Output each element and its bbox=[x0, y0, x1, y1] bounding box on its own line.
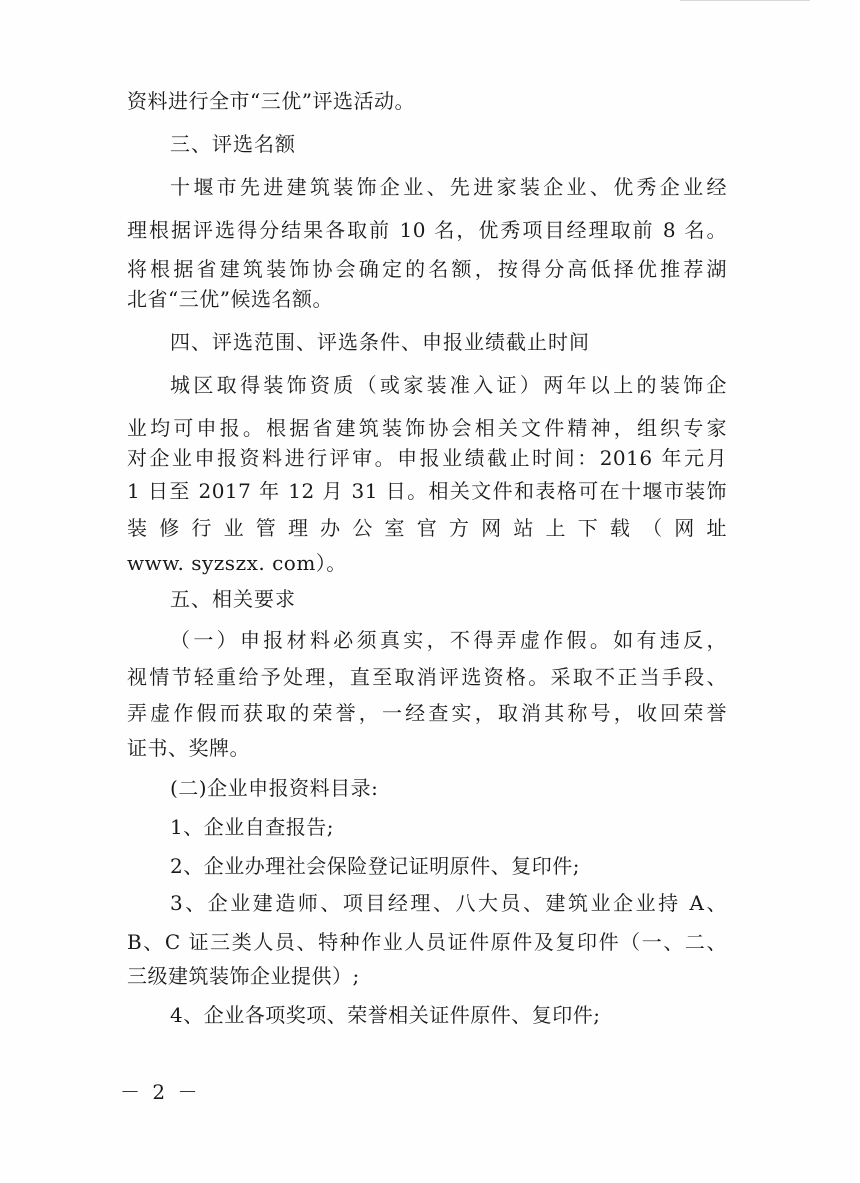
paragraph-line: 将根据省建筑装饰协会确定的名额，按得分高低择优推荐湖 bbox=[127, 257, 727, 281]
list-heading: (二)企业申报资料目录: bbox=[170, 776, 379, 800]
list-item: 1、企业自查报告; bbox=[170, 815, 334, 839]
paragraph-line: 1 日至 2017 年 12 月 31 日。相关文件和表格可在十堰市装饰 bbox=[127, 479, 727, 503]
page-number: － 2 － bbox=[120, 1080, 201, 1104]
paragraph-line: 十堰市先进建筑装饰企业、先进家装企业、优秀企业经 bbox=[170, 175, 727, 199]
paragraph-line: （一）申报材料必须真实，不得弄虚作假。如有违反， bbox=[170, 628, 727, 652]
paragraph-line: 理根据评选得分结果各取前 10 名，优秀项目经理取前 8 名。 bbox=[127, 218, 727, 242]
paragraph-line: 业均可申报。根据省建筑装饰协会相关文件精神，组织专家 bbox=[127, 416, 727, 440]
paragraph-line: 视情节轻重给予处理，直至取消评选资格。采取不正当手段、 bbox=[127, 665, 727, 689]
paragraph-line: 对企业申报资料进行评审。申报业绩截止时间：2016 年元月 bbox=[127, 446, 727, 470]
paragraph-line: 弄虚作假而获取的荣誉，一经查实，取消其称号，收回荣誉 bbox=[127, 701, 727, 725]
scan-edge-line bbox=[680, 0, 810, 1]
paragraph-line: 证书、奖牌。 bbox=[127, 736, 250, 760]
list-item: 4、企业各项奖项、荣誉相关证件原件、复印件; bbox=[170, 1003, 601, 1027]
paragraph-line: 资料进行全市“三优”评选活动。 bbox=[127, 89, 415, 113]
list-item: 2、企业办理社会保险登记证明原件、复印件; bbox=[170, 854, 580, 878]
paragraph-line: 城区取得装饰资质（或家装准入证）两年以上的装饰企 bbox=[170, 373, 727, 397]
section-heading-4: 四、评选范围、评选条件、申报业绩截止时间 bbox=[170, 330, 590, 354]
paragraph-line: 装 修 行 业 管 理 办 公 室 官 方 网 站 上 下 载 （ 网 址 bbox=[127, 516, 727, 540]
list-item-continuation: 三级建筑装饰企业提供）; bbox=[127, 964, 360, 988]
list-item-continuation: B、C 证三类人员、特种作业人员证件原件及复印件（一、二、 bbox=[127, 930, 727, 954]
paragraph-line: 北省“三优”候选名额。 bbox=[127, 287, 333, 311]
section-heading-5: 五、相关要求 bbox=[170, 587, 296, 611]
website-url-line: www. syzszx. com）。 bbox=[127, 551, 347, 575]
section-heading-3: 三、评选名额 bbox=[170, 132, 296, 156]
list-item: 3、企业建造师、项目经理、八大员、建筑业企业持 A、 bbox=[170, 891, 727, 915]
